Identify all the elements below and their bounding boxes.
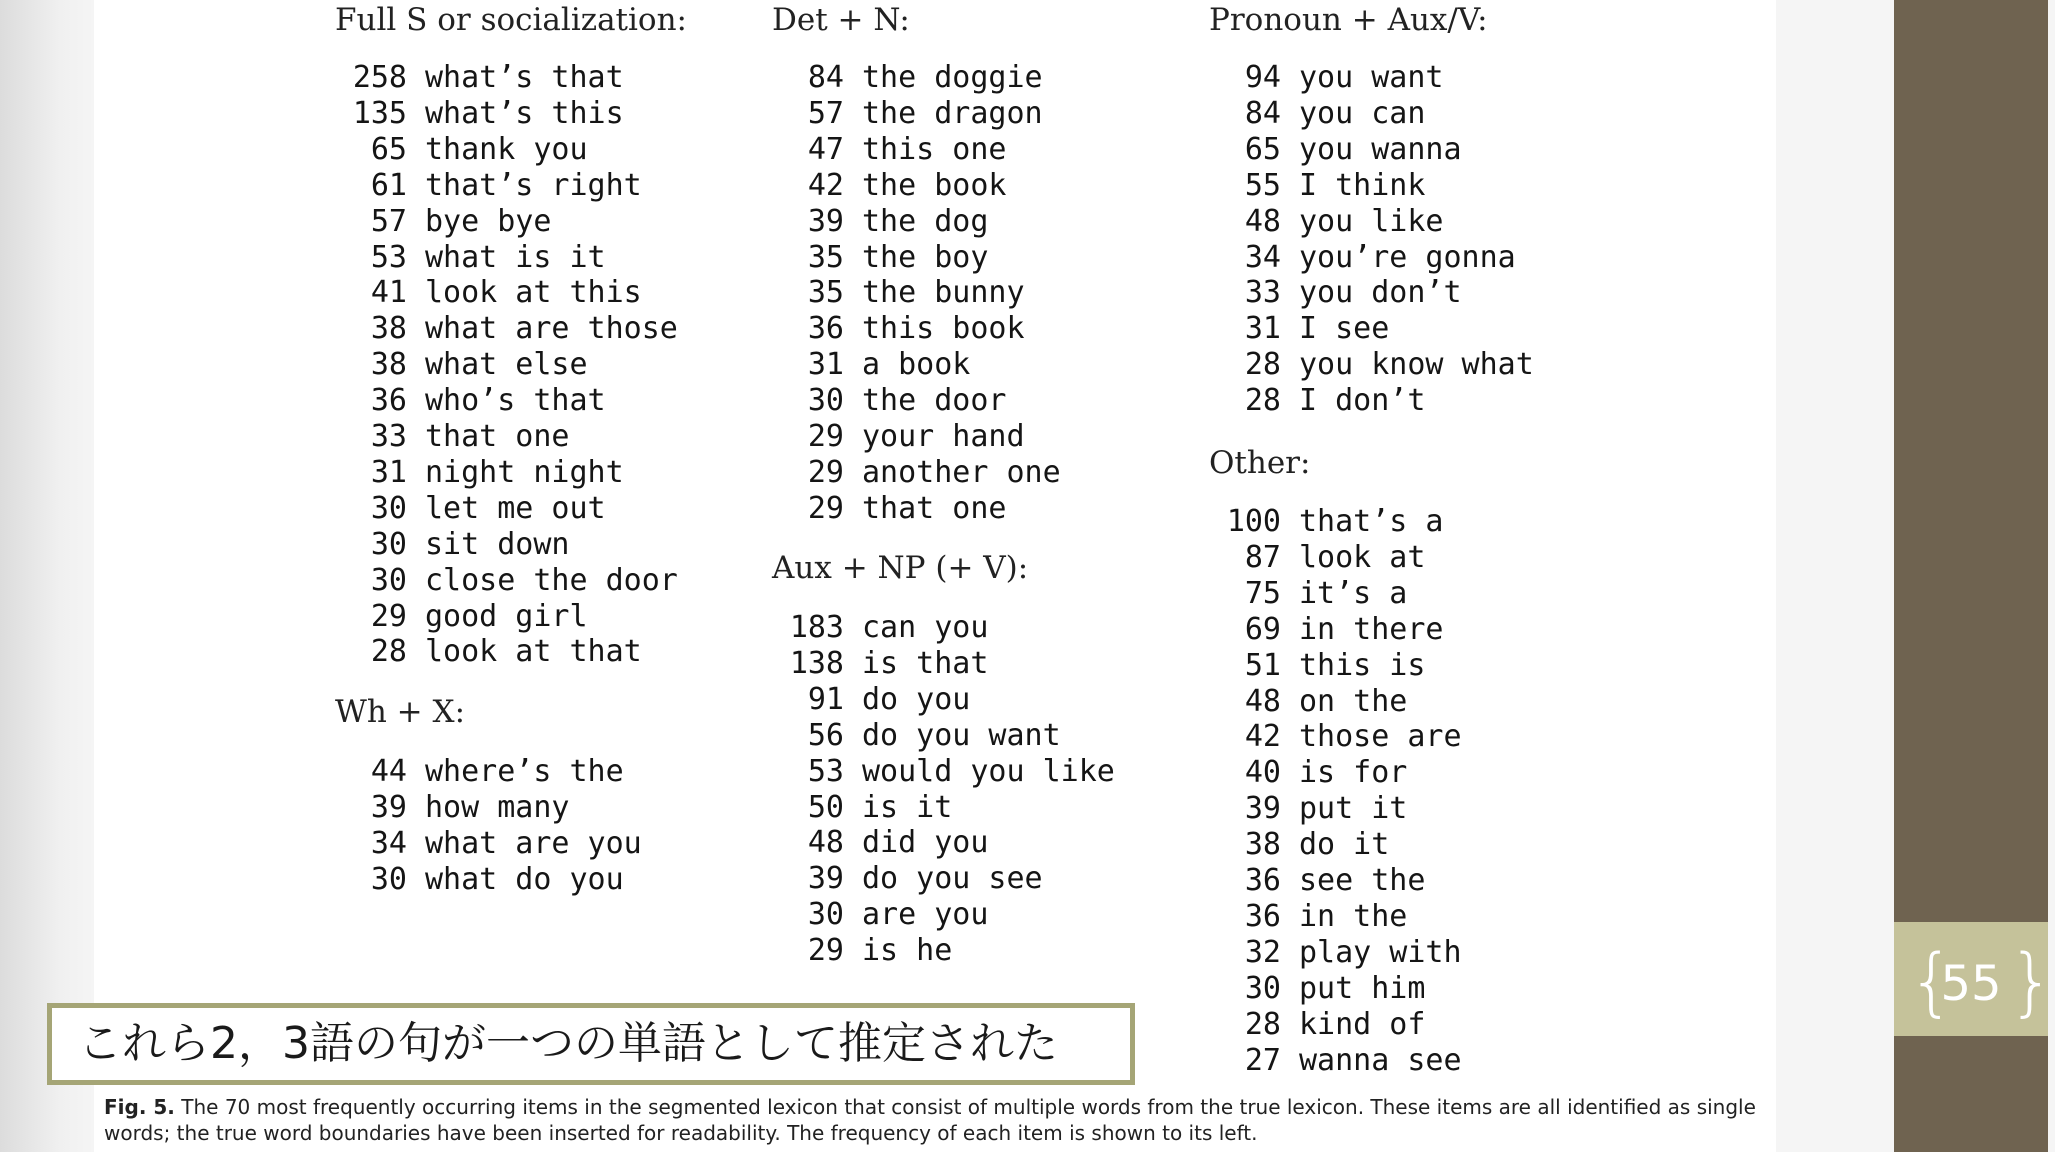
item-frequency: 31 [1244,311,1281,347]
item-phrase: would you like [862,753,1115,789]
list-item [335,599,588,635]
item-phrase: in the [1299,898,1408,934]
column-3 [1209,0,1629,1080]
item-phrase: is it [862,789,953,825]
item-phrase: is for [1299,755,1408,791]
item-phrase: you don’t [1299,275,1462,311]
list-item [1209,971,1425,1007]
item-frequency: 61 [370,167,407,203]
item-frequency: 29 [370,598,407,634]
list-item [772,825,988,861]
item-frequency: 29 [807,490,844,526]
section-heading: Full S or socialization: [335,2,688,38]
list-item [1209,684,1407,720]
list-item [335,419,570,455]
item-frequency: 27 [1244,1042,1281,1078]
list-item [335,96,624,132]
left-brace-icon: { [1908,939,1956,1025]
item-phrase: are you [862,897,989,933]
item-frequency: 135 [352,95,407,131]
list-item [772,718,1061,754]
item-phrase: the dog [862,203,989,239]
item-phrase: the door [862,383,1007,419]
item-frequency: 34 [370,825,407,861]
item-phrase: night night [425,454,624,490]
list-item [1209,275,1462,311]
section-heading: Wh + X: [335,694,466,730]
list-item [772,96,1043,132]
list-item [335,563,678,599]
section-heading: Pronoun + Aux/V: [1209,2,1488,38]
item-frequency: 31 [370,454,407,490]
item-frequency: 48 [1244,203,1281,239]
item-frequency: 53 [370,239,407,275]
list-item [772,311,1025,347]
item-phrase: the doggie [862,60,1043,95]
item-phrase: that’s right [425,167,642,203]
item-frequency: 183 [789,610,844,645]
list-item [1209,648,1425,684]
item-frequency: 57 [807,95,844,131]
item-phrase: what are you [425,825,642,861]
list-item [772,204,988,240]
item-frequency: 28 [370,634,407,670]
right-brace-icon: } [2008,939,2055,1025]
item-frequency: 56 [807,717,844,753]
list-item [1209,504,1444,540]
list-item [335,383,606,419]
column-1 [335,0,755,920]
item-frequency: 65 [370,131,407,167]
item-phrase: do you want [862,717,1061,753]
item-phrase: let me out [425,490,606,526]
figure-caption [104,1094,1764,1146]
list-item [772,240,988,276]
item-frequency: 57 [370,203,407,239]
item-frequency: 36 [807,311,844,347]
item-frequency: 50 [807,789,844,825]
item-frequency: 33 [370,419,407,454]
item-frequency: 84 [807,60,844,95]
item-phrase: you’re gonna [1299,239,1516,275]
item-phrase: look at [1299,539,1426,575]
list-item [335,527,570,563]
item-phrase: you know what [1299,347,1534,383]
list-item [1209,132,1462,168]
item-frequency: 87 [1244,539,1281,575]
list-item [335,790,570,826]
item-frequency: 48 [1244,683,1281,719]
list-item [1209,576,1407,612]
item-frequency: 39 [1244,791,1281,827]
list-item [1209,755,1407,791]
list-item [335,754,624,790]
list-item [335,311,678,347]
item-frequency: 53 [807,753,844,789]
item-frequency: 40 [1244,755,1281,791]
item-frequency: 30 [370,861,407,897]
list-item [1209,935,1462,971]
item-frequency: 47 [807,131,844,167]
item-phrase: who’s that [425,383,606,419]
item-frequency: 30 [370,526,407,562]
item-phrase: see the [1299,863,1426,898]
item-phrase: the bunny [862,275,1025,311]
item-phrase: this is [1299,647,1426,683]
section-heading: Aux + NP (+ V): [772,550,1029,586]
list-item [1209,347,1534,383]
item-frequency: 38 [1244,827,1281,863]
item-phrase: is that [862,645,989,681]
item-frequency: 35 [807,239,844,275]
item-frequency: 48 [807,825,844,861]
list-item [335,491,606,527]
page-number: 55 [1940,956,2002,1012]
item-frequency: 42 [807,167,844,203]
item-phrase: look at this [425,275,642,311]
item-phrase: is he [862,933,953,969]
list-item [335,826,642,862]
item-phrase: what’s this [425,95,624,131]
page-number-box [1894,922,2055,1036]
item-frequency: 258 [352,60,407,95]
item-phrase: what else [425,347,588,383]
list-item [335,168,642,204]
item-phrase: bye bye [425,203,552,239]
list-item [1209,204,1444,240]
item-phrase: that one [425,419,570,454]
list-item [335,240,606,276]
section-heading: Other: [1209,445,1311,481]
list-item [772,682,970,718]
list-item [335,634,642,670]
list-item [1209,612,1444,648]
item-frequency: 29 [807,933,844,969]
item-phrase: you want [1299,60,1444,95]
list-item [772,347,970,383]
list-item [335,204,551,240]
item-phrase: a book [862,347,971,383]
list-item [1209,383,1425,419]
list-item [335,132,588,168]
list-item [772,383,1007,419]
item-frequency: 69 [1244,611,1281,647]
item-frequency: 44 [370,754,407,789]
item-phrase: this book [862,311,1025,347]
section-heading: Det + N: [772,2,910,38]
item-frequency: 39 [807,203,844,239]
list-item [772,491,1007,527]
item-frequency: 51 [1244,647,1281,683]
item-frequency: 84 [1244,95,1281,131]
list-item [1209,168,1425,204]
item-phrase: that one [862,490,1007,526]
item-frequency: 35 [807,275,844,311]
list-item [1209,863,1425,899]
item-phrase: look at that [425,634,642,670]
item-phrase: do you [862,681,971,717]
item-phrase: sit down [425,526,570,562]
item-frequency: 29 [807,454,844,490]
item-phrase: the boy [862,239,989,275]
list-item [772,897,988,933]
item-phrase: I see [1299,311,1390,347]
item-phrase: this one [862,131,1007,167]
item-frequency: 36 [1244,863,1281,898]
list-item [772,419,1025,455]
list-item [772,132,1007,168]
item-frequency: 30 [807,897,844,933]
item-frequency: 55 [1244,167,1281,203]
caption-text: The 70 most frequently occurring items in the segmented lexicon that consist of multiple words from the true lexicon. These items are all identified as single words; the true word boundaries have been inserted for readability. The frequency of each item is shown to its left. [104,1095,1756,1145]
item-phrase: I think [1299,167,1426,203]
item-frequency: 39 [807,861,844,897]
item-phrase: your hand [862,419,1025,454]
list-item [772,610,988,646]
item-frequency: 38 [370,347,407,383]
item-frequency: 30 [370,562,407,598]
item-phrase: put him [1299,970,1426,1006]
caption-label: Fig. 5. [104,1095,175,1119]
item-frequency: 32 [1244,934,1281,970]
list-item [772,933,952,969]
item-frequency: 28 [1244,1006,1281,1042]
item-phrase: that’s a [1299,504,1444,539]
list-item [772,275,1025,311]
list-item [1209,311,1389,347]
item-frequency: 91 [807,681,844,717]
item-frequency: 94 [1244,60,1281,95]
item-phrase: what do you [425,861,624,897]
item-frequency: 100 [1226,504,1281,539]
item-phrase: what are those [425,311,678,347]
list-item [335,455,624,491]
item-phrase: can you [862,610,989,645]
item-frequency: 34 [1244,239,1281,275]
item-phrase: you like [1299,203,1444,239]
item-frequency: 38 [370,311,407,347]
list-item [772,861,1043,897]
item-phrase: good girl [425,598,588,634]
item-phrase: it’s a [1299,575,1408,611]
item-frequency: 41 [370,275,407,311]
item-frequency: 138 [789,645,844,681]
item-phrase: wanna see [1299,1042,1462,1078]
item-phrase: what’s that [425,60,624,95]
list-item [1209,719,1462,755]
item-frequency: 36 [1244,898,1281,934]
item-phrase: how many [425,789,570,825]
list-item [772,754,1115,790]
item-phrase: you can [1299,95,1426,131]
item-frequency: 75 [1244,575,1281,611]
item-frequency: 33 [1244,275,1281,311]
item-frequency: 28 [1244,383,1281,419]
list-item [772,60,1043,96]
item-frequency: 29 [807,419,844,454]
list-item [772,646,988,682]
item-phrase: in there [1299,611,1444,647]
item-phrase: I don’t [1299,383,1426,419]
list-item [1209,240,1516,276]
item-phrase: did you [862,825,989,861]
item-frequency: 30 [1244,970,1281,1006]
list-item [1209,827,1389,863]
item-phrase: thank you [425,131,588,167]
item-phrase: put it [1299,791,1408,827]
item-frequency: 30 [807,383,844,419]
item-frequency: 65 [1244,131,1281,167]
item-frequency: 28 [1244,347,1281,383]
item-phrase: do it [1299,827,1390,863]
item-frequency: 30 [370,490,407,526]
list-item [772,790,952,826]
list-item [335,862,624,898]
item-phrase: another one [862,454,1061,490]
list-item [335,60,624,96]
list-item [1209,791,1407,827]
item-frequency: 31 [807,347,844,383]
item-phrase: you wanna [1299,131,1462,167]
item-phrase: kind of [1299,1006,1426,1042]
item-phrase: what is it [425,239,606,275]
item-frequency: 39 [370,789,407,825]
item-phrase: the book [862,167,1007,203]
item-phrase: the dragon [862,95,1043,131]
list-item [772,168,1007,204]
annotation-callout: これら2，3語の句が一つの単語として推定された [47,1003,1135,1085]
list-item [335,347,588,383]
list-item [1209,1007,1425,1043]
list-item [335,275,642,311]
item-frequency: 36 [370,383,407,419]
item-frequency: 42 [1244,719,1281,755]
item-phrase: on the [1299,683,1408,719]
list-item [1209,899,1407,935]
item-phrase: play with [1299,934,1462,970]
list-item [1209,540,1425,576]
column-2 [772,0,1192,1000]
list-item [1209,1043,1462,1079]
list-item [772,455,1061,491]
item-phrase: do you see [862,861,1043,897]
item-phrase: those are [1299,719,1462,755]
item-phrase: close the door [425,562,678,598]
list-item [1209,96,1425,132]
list-item [1209,60,1444,96]
item-phrase: where’s the [425,754,624,789]
